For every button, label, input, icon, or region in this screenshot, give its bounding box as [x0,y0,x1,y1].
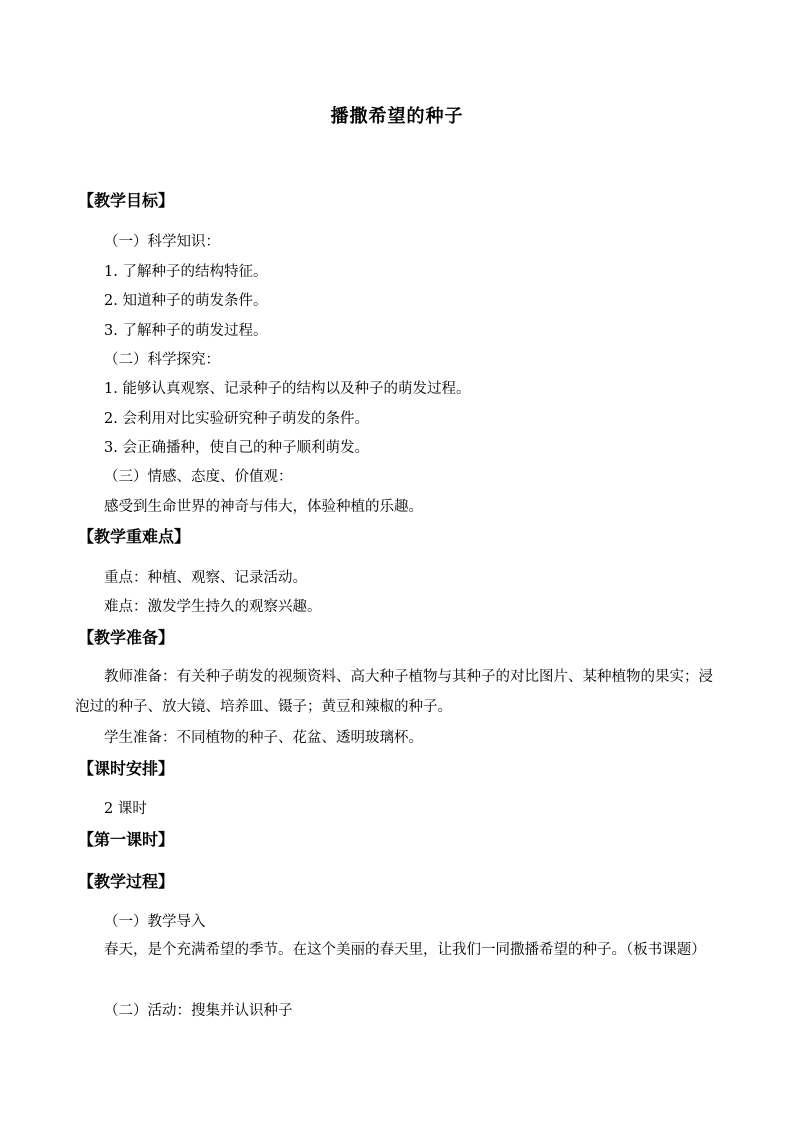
keypoints-heading: 【教学重难点】 [78,527,191,546]
schedule-hours: 2 课时 [104,801,147,817]
objectives-subheading-inquiry: （二）科学探究： [104,352,220,368]
first-lesson-heading: 【第一课时】 [78,830,175,849]
objectives-heading: 【教学目标】 [78,191,175,210]
process-intro-text: 春天，是个充满希望的季节。在这个美丽的春天里，让我们一同撒播希望的种子。（板书课题） [104,942,706,958]
knowledge-item-1: 1. 了解种子的结构特征。 [104,264,268,280]
knowledge-item-3: 3. 了解种子的萌发过程。 [104,323,268,339]
knowledge-item-2: 2. 知道种子的萌发条件。 [104,293,268,309]
process-heading: 【教学过程】 [78,872,175,891]
process-subheading-intro: （一）教学导入 [104,914,206,930]
document-title: 播撒希望的种子 [330,106,464,127]
prep-student: 学生准备：不同植物的种子、花盆、透明玻璃杯。 [104,730,423,746]
objectives-subheading-attitude: （三）情感、态度、价值观： [104,469,293,485]
schedule-heading: 【课时安排】 [78,759,175,778]
objectives-subheading-knowledge: （一）科学知识： [104,234,220,250]
prep-heading: 【教学准备】 [78,628,175,647]
process-subheading-activity: （二）活动：搜集并认识种子 [104,1003,293,1019]
keypoint-focus: 重点：种植、观察、记录活动。 [104,570,307,586]
prep-teacher: 教师准备：有关种子萌发的视频资料、高大种子植物与其种子的对比图片、某种植物的果实；浸泡过的种子、放大镜、培养皿、镊子；黄豆和辣椒的种子。 [75,669,713,715]
attitude-item: 感受到生命世界的神奇与伟大，体验种植的乐趣。 [104,499,423,515]
keypoint-difficulty: 难点：激发学生持久的观察兴趣。 [104,599,322,615]
inquiry-item-1: 1. 能够认真观察、记录种子的结构以及种子的萌发过程。 [104,381,471,397]
inquiry-item-2: 2. 会利用对比实验研究种子萌发的条件。 [104,411,369,427]
inquiry-item-3: 3. 会正确播种，使自己的种子顺利萌发。 [104,440,369,456]
